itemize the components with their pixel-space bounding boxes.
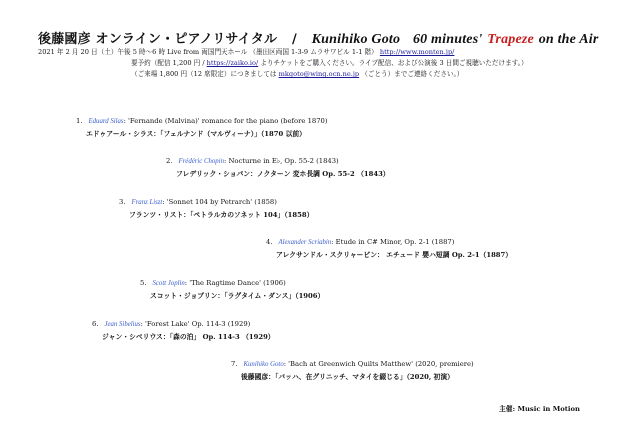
program-item-7 — [231, 360, 474, 381]
composer-name: Scott Joplin — [152, 280, 185, 287]
title-en-a: Kunihiko Goto — [311, 32, 401, 47]
work-title-jp: エドゥアール・シラス：「フェルナンド（マルヴィーナ）」（1870 以前） — [86, 130, 306, 138]
work-title-jp: アレクサンドル・スクリャービン： エチュード 嬰ハ短調 Op. 2-1（1887） — [276, 251, 513, 259]
info-line-1 — [38, 47, 454, 58]
work-title: : 'The Ragtime Dance' (1906) — [184, 279, 286, 287]
work-title: : 'Forest Lake' Op. 114-3 (1929) — [140, 320, 251, 328]
monten-link[interactable]: http://www.monten.jp/ — [379, 48, 455, 56]
item-number: 5. — [140, 279, 147, 287]
title-jp: 後藤國彦 オンライン・ピアノリサイタル — [38, 32, 278, 47]
organizer-credit: 主催: Music in Motion — [499, 405, 580, 413]
work-title-jp: フランツ・リスト：「ペトラルカのソネット 104」（1858） — [129, 211, 314, 219]
program-item-3 — [119, 198, 313, 219]
program-item-2 — [166, 157, 390, 178]
title-en-red: Trapeze — [487, 32, 534, 47]
composer-name: Franz Liszt — [131, 199, 163, 206]
info-line-3-b: （ごとう）までご連絡ください。） — [359, 70, 464, 78]
work-title: : Nocturne in E♭, Op. 55-2 (1843) — [224, 157, 339, 165]
composer-name: Alexander Scriabin — [278, 239, 332, 246]
work-title: : 'Sonnet 104 by Petrarch' (1858) — [162, 198, 277, 206]
info-line-2-b: よりチケットをご購入ください。ライブ配信、および公演後 3 日間ご視聴いただけます。） — [258, 59, 528, 67]
work-title: : Etude in C# Minor, Op. 2-1 (1887) — [331, 238, 455, 246]
composer-name: Eduard Silas — [88, 118, 124, 125]
zaiko-link[interactable]: https://zaiko.io/ — [206, 59, 259, 67]
work-title-jp: 後藤國彦：「バッハ、在グリニッチ、マタイを綴じる」（2020, 初演） — [241, 373, 454, 381]
work-title-jp: スコット・ジョプリン：「ラグタイム・ダンス」（1906） — [150, 292, 325, 300]
info-line-2-a: 要予約（配信 1,200 円 / — [131, 59, 207, 67]
title-en-c: on the Air — [538, 32, 599, 47]
page-title — [38, 28, 599, 48]
title-separator: / — [291, 32, 297, 47]
program-item-5 — [140, 279, 324, 300]
item-number: 1. — [76, 117, 83, 125]
item-number: 3. — [119, 198, 126, 206]
composer-name: Jean Sibelius — [104, 321, 141, 328]
program-item-6 — [92, 320, 275, 341]
work-title-jp: ジャン・シベリウス：「森の泊」 Op. 114-3 （1929） — [102, 333, 275, 341]
work-title: : 'Fernande (Malvina)' romance for the piano (before 1870) — [123, 117, 328, 125]
item-number: 4. — [266, 238, 273, 246]
email-link[interactable]: mkgoto@wing.ocn.ne.jp — [278, 70, 360, 78]
info-line-2 — [131, 58, 528, 69]
info-line-3-a: （ご来場 1,800 円（12 席限定）につきましては — [131, 70, 279, 78]
item-number: 7. — [231, 360, 238, 368]
composer-name: Frédéric Chopin — [178, 158, 224, 165]
info-line-1-text: 2021 年 2 月 20 日（土）午後 5 時〜6 時 Live from 両国門天ホール （墨田区両国 1-3-9 ムラサワビル 1-1 階） — [38, 48, 378, 56]
info-line-3 — [131, 69, 463, 80]
program-item-4 — [266, 238, 512, 259]
item-number: 6. — [92, 320, 99, 328]
program-item-1 — [76, 117, 328, 138]
composer-name: Kunihiko Goto — [243, 361, 284, 368]
work-title: : 'Bach at Greenwich Quilts Matthew' (2020, premiere) — [283, 360, 474, 368]
title-en-b: 60 minutes' — [412, 32, 483, 47]
work-title-jp: フレデリック・ショパン：ノクターン 変ホ長調 Op. 55-2 （1843） — [176, 170, 390, 178]
item-number: 2. — [166, 157, 173, 165]
